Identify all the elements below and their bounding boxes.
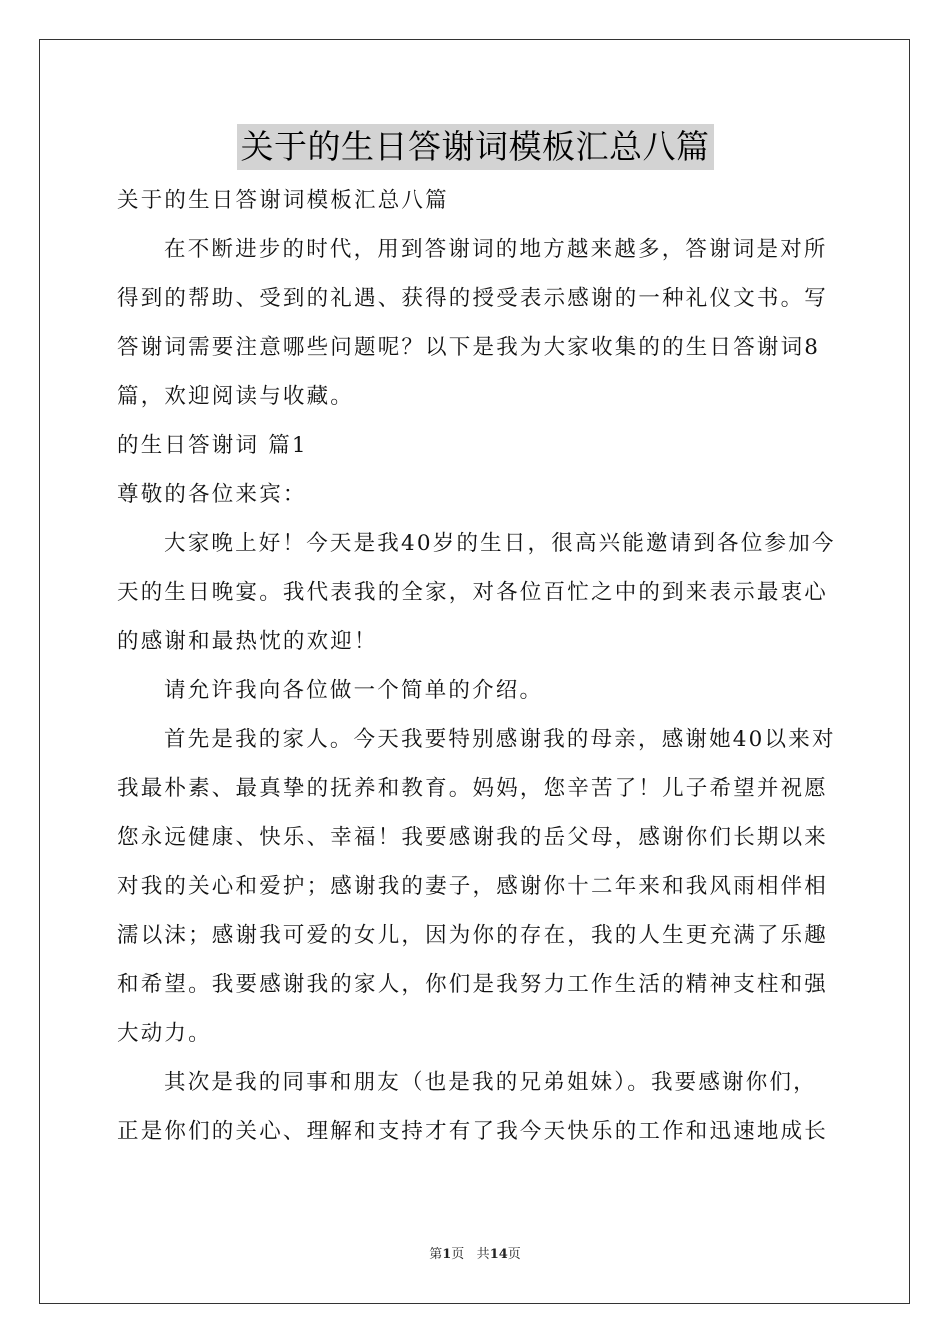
document-body [117, 176, 837, 1156]
paragraph: 其次是我的同事和朋友（也是我的兄弟姐妹）。我要感谢你们，正是你们的关心、理解和支持才有了我今天快乐的工作和迅速地成长 [117, 1070, 829, 1144]
total-suffix: 页 [507, 1247, 521, 1262]
total-pages: 14 [489, 1247, 508, 1262]
paragraph: 大家晚上好！今天是我40岁的生日，很高兴能邀请到各位参加今天的生日晚宴。我代表我的全家，对各位百忙之中的到来表示最衷心的感谢和最热忱的欢迎！ [117, 531, 836, 654]
page-prefix: 第 [429, 1247, 443, 1262]
paragraph: 关于的生日答谢词模板汇总八篇 [117, 188, 449, 213]
section-heading: 的生日答谢词 篇1 [117, 433, 308, 458]
document-title: 关于的生日答谢词模板汇总八篇 [237, 124, 714, 170]
page-footer [0, 1246, 950, 1264]
total-prefix: 共 [476, 1247, 490, 1262]
title-container [0, 124, 950, 170]
paragraph: 在不断进步的时代，用到答谢词的地方越来越多，答谢词是对所得到的帮助、受到的礼遇、获得的授受表示感谢的一种礼仪文书。写答谢词需要注意哪些问题呢？以下是我为大家收集的的生日答谢词8篇，欢迎阅读与收藏。 [117, 237, 829, 409]
page-suffix: 页 [451, 1247, 465, 1262]
paragraph: 首先是我的家人。今天我要特别感谢我的母亲，感谢她40以来对我最朴素、最真挚的抚养和教育。妈妈，您辛苦了！儿子希望并祝愿您永远健康、快乐、幸福！我要感谢我的岳父母，感谢你们长期以来对我的关心和爱护；感谢我的妻子，感谢你十二年来和我风雨相伴相濡以沫；感谢我可爱的女儿，因为你的存在，我的人生更充满了乐趣和希望。我要感谢我的家人，你们是我努力工作生活的精神支柱和强大动力。 [117, 727, 836, 1046]
salutation: 尊敬的各位来宾： [117, 482, 307, 507]
page-number: 1 [442, 1247, 452, 1262]
paragraph: 请允许我向各位做一个简单的介绍。 [164, 678, 544, 703]
